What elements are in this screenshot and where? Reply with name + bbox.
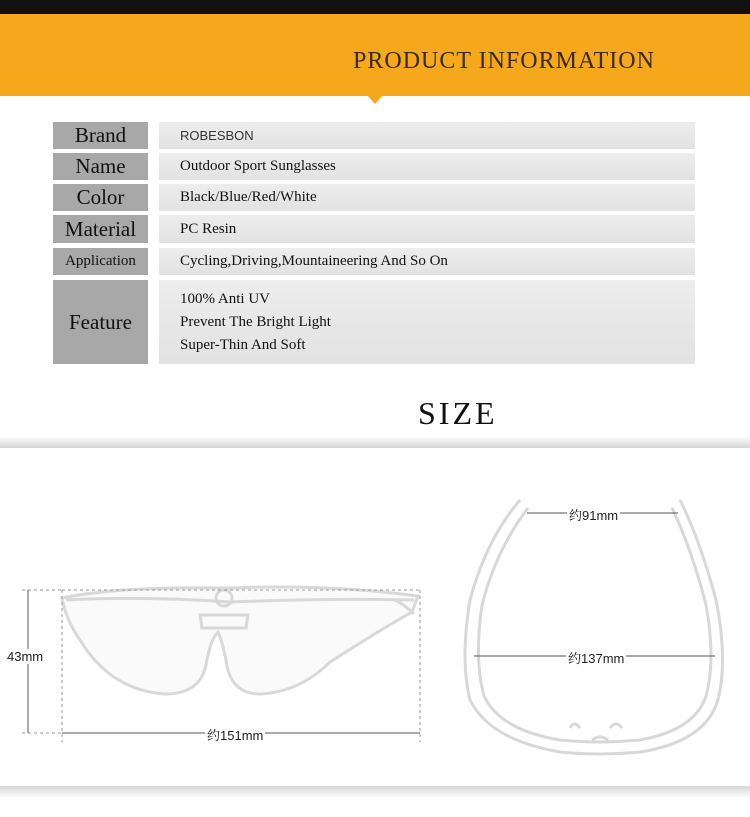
info-value-line: ROBESBON (180, 128, 254, 143)
front-height-label: 43mm (7, 649, 44, 664)
info-value-line: Outdoor Sport Sunglasses (180, 158, 336, 174)
top-outer-width-label: 约137mm (566, 648, 626, 667)
top-inner-width-label: 约91mm (567, 505, 620, 524)
info-value-line: 100% Anti UV (180, 290, 270, 307)
size-title: SIZE (418, 395, 498, 431)
info-label: Color (53, 184, 148, 211)
info-value-line: Black/Blue/Red/White (180, 189, 317, 205)
info-value-line: PC Resin (180, 220, 237, 237)
info-label: Name (53, 153, 148, 180)
info-value-line: Cycling,Driving,Mountaineering And So On (180, 253, 448, 269)
page-title: PRODUCT INFORMATION (353, 48, 655, 74)
info-label: Material (53, 215, 148, 243)
front-width-label: 约151mm (205, 725, 265, 744)
glasses-front-view-icon (62, 587, 418, 694)
info-label: Application (53, 248, 148, 275)
info-label: Brand (53, 122, 148, 149)
info-value-line: Prevent The Bright Light (180, 313, 331, 330)
info-label: Feature (53, 280, 148, 364)
glasses-top-view-icon (465, 500, 723, 754)
info-value-line: Super-Thin And Soft (180, 336, 306, 353)
